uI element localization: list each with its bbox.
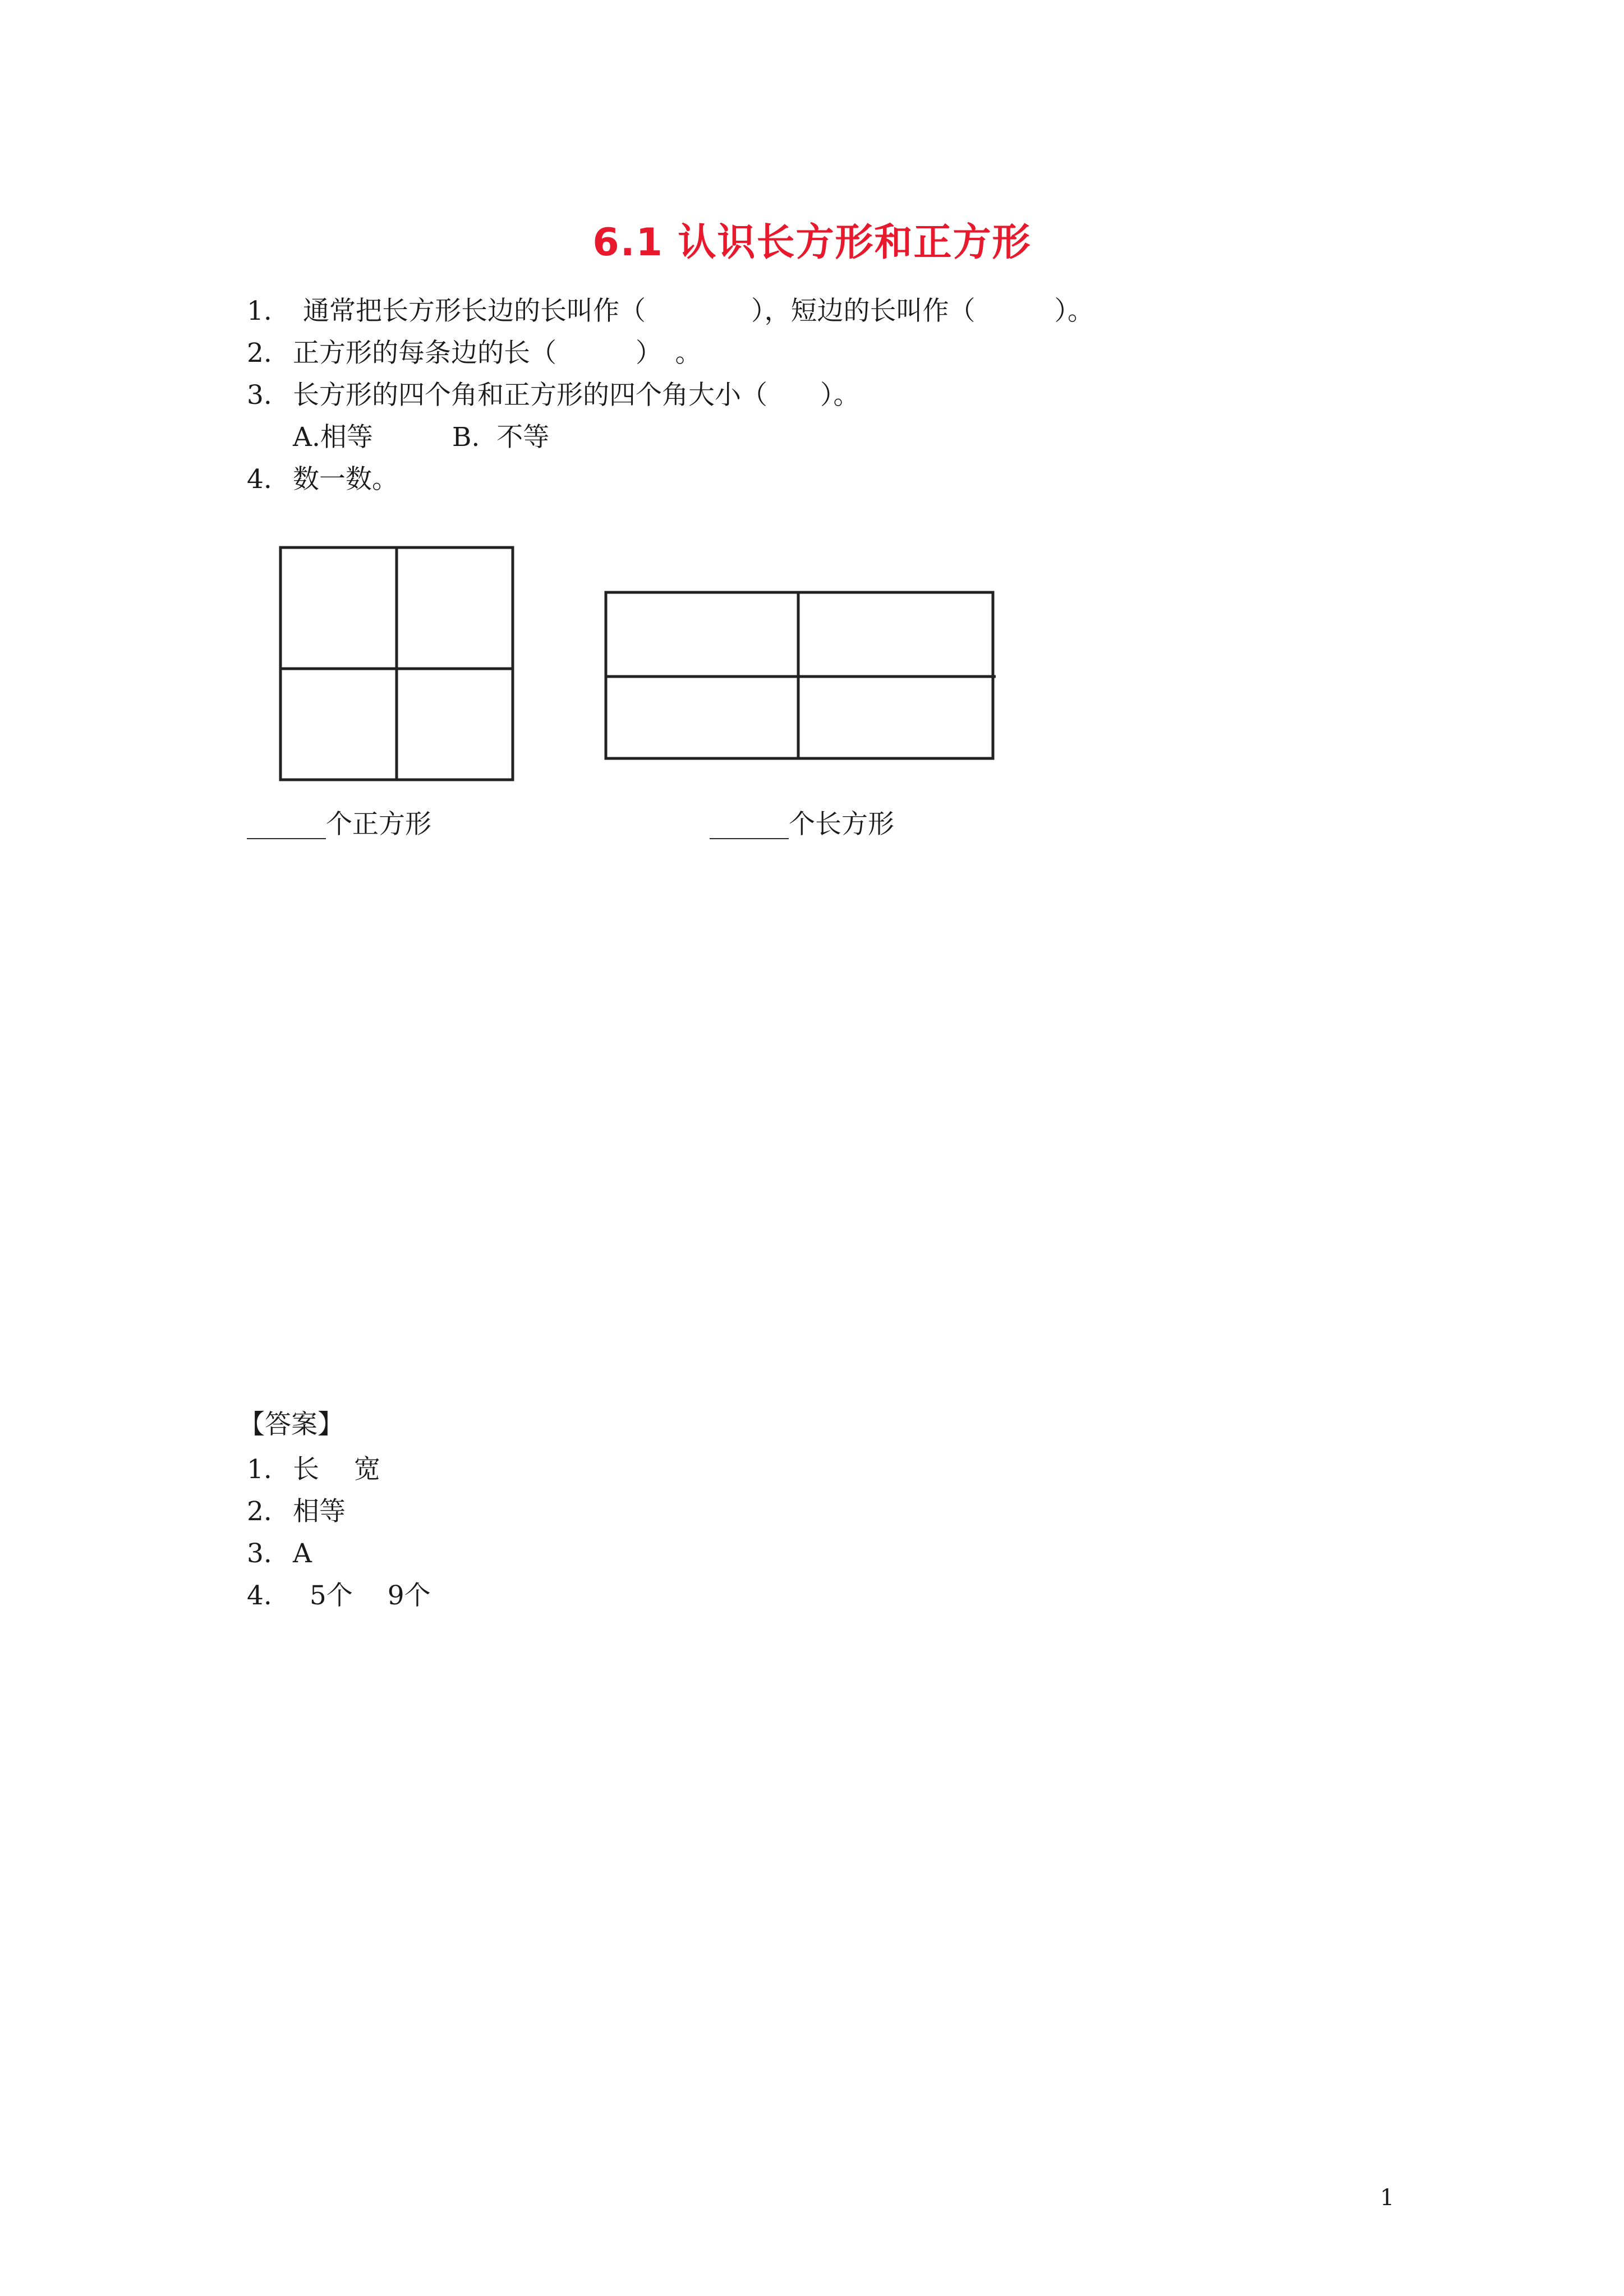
square-grid-figure (278, 544, 519, 785)
answer-3-number: 3. (247, 1538, 272, 1569)
page-number: 1 (1380, 2185, 1395, 2211)
answer-4-number: 4. (247, 1580, 272, 1611)
question-1-text: 通常把长方形长边的长叫作（ ），短边的长叫作（ ）。 (303, 296, 1094, 326)
answer-2-number: 2. (247, 1496, 272, 1527)
question-2-text: 正方形的每条边的长（ ） 。 (293, 338, 702, 369)
rectangle-count-label: ______个长方形 (710, 809, 894, 840)
question-1-number: 1. (247, 296, 272, 326)
answer-1-text: 长 宽 (293, 1454, 380, 1485)
answer-2-text: 相等 (293, 1496, 346, 1527)
question-2-number: 2. (247, 338, 272, 369)
answer-1-number: 1. (247, 1454, 272, 1485)
answer-4-text: 5个 9个 (293, 1580, 431, 1611)
question-3-text: 长方形的四个角和正方形的四个角大小（ ）。 (293, 380, 860, 411)
square-count-label: ______个正方形 (247, 809, 431, 840)
question-3-options: A.相等 B. 不等 (293, 422, 550, 453)
answers-heading: 【答案】 (238, 1409, 344, 1440)
rectangle-grid-figure (603, 589, 1001, 763)
question-4-number: 4. (247, 464, 272, 495)
page-title: 6.1 认识长方形和正方形 (592, 220, 1032, 265)
answer-3-text: A (293, 1538, 312, 1569)
question-4-text: 数一数。 (293, 464, 398, 495)
question-3-number: 3. (247, 380, 272, 411)
